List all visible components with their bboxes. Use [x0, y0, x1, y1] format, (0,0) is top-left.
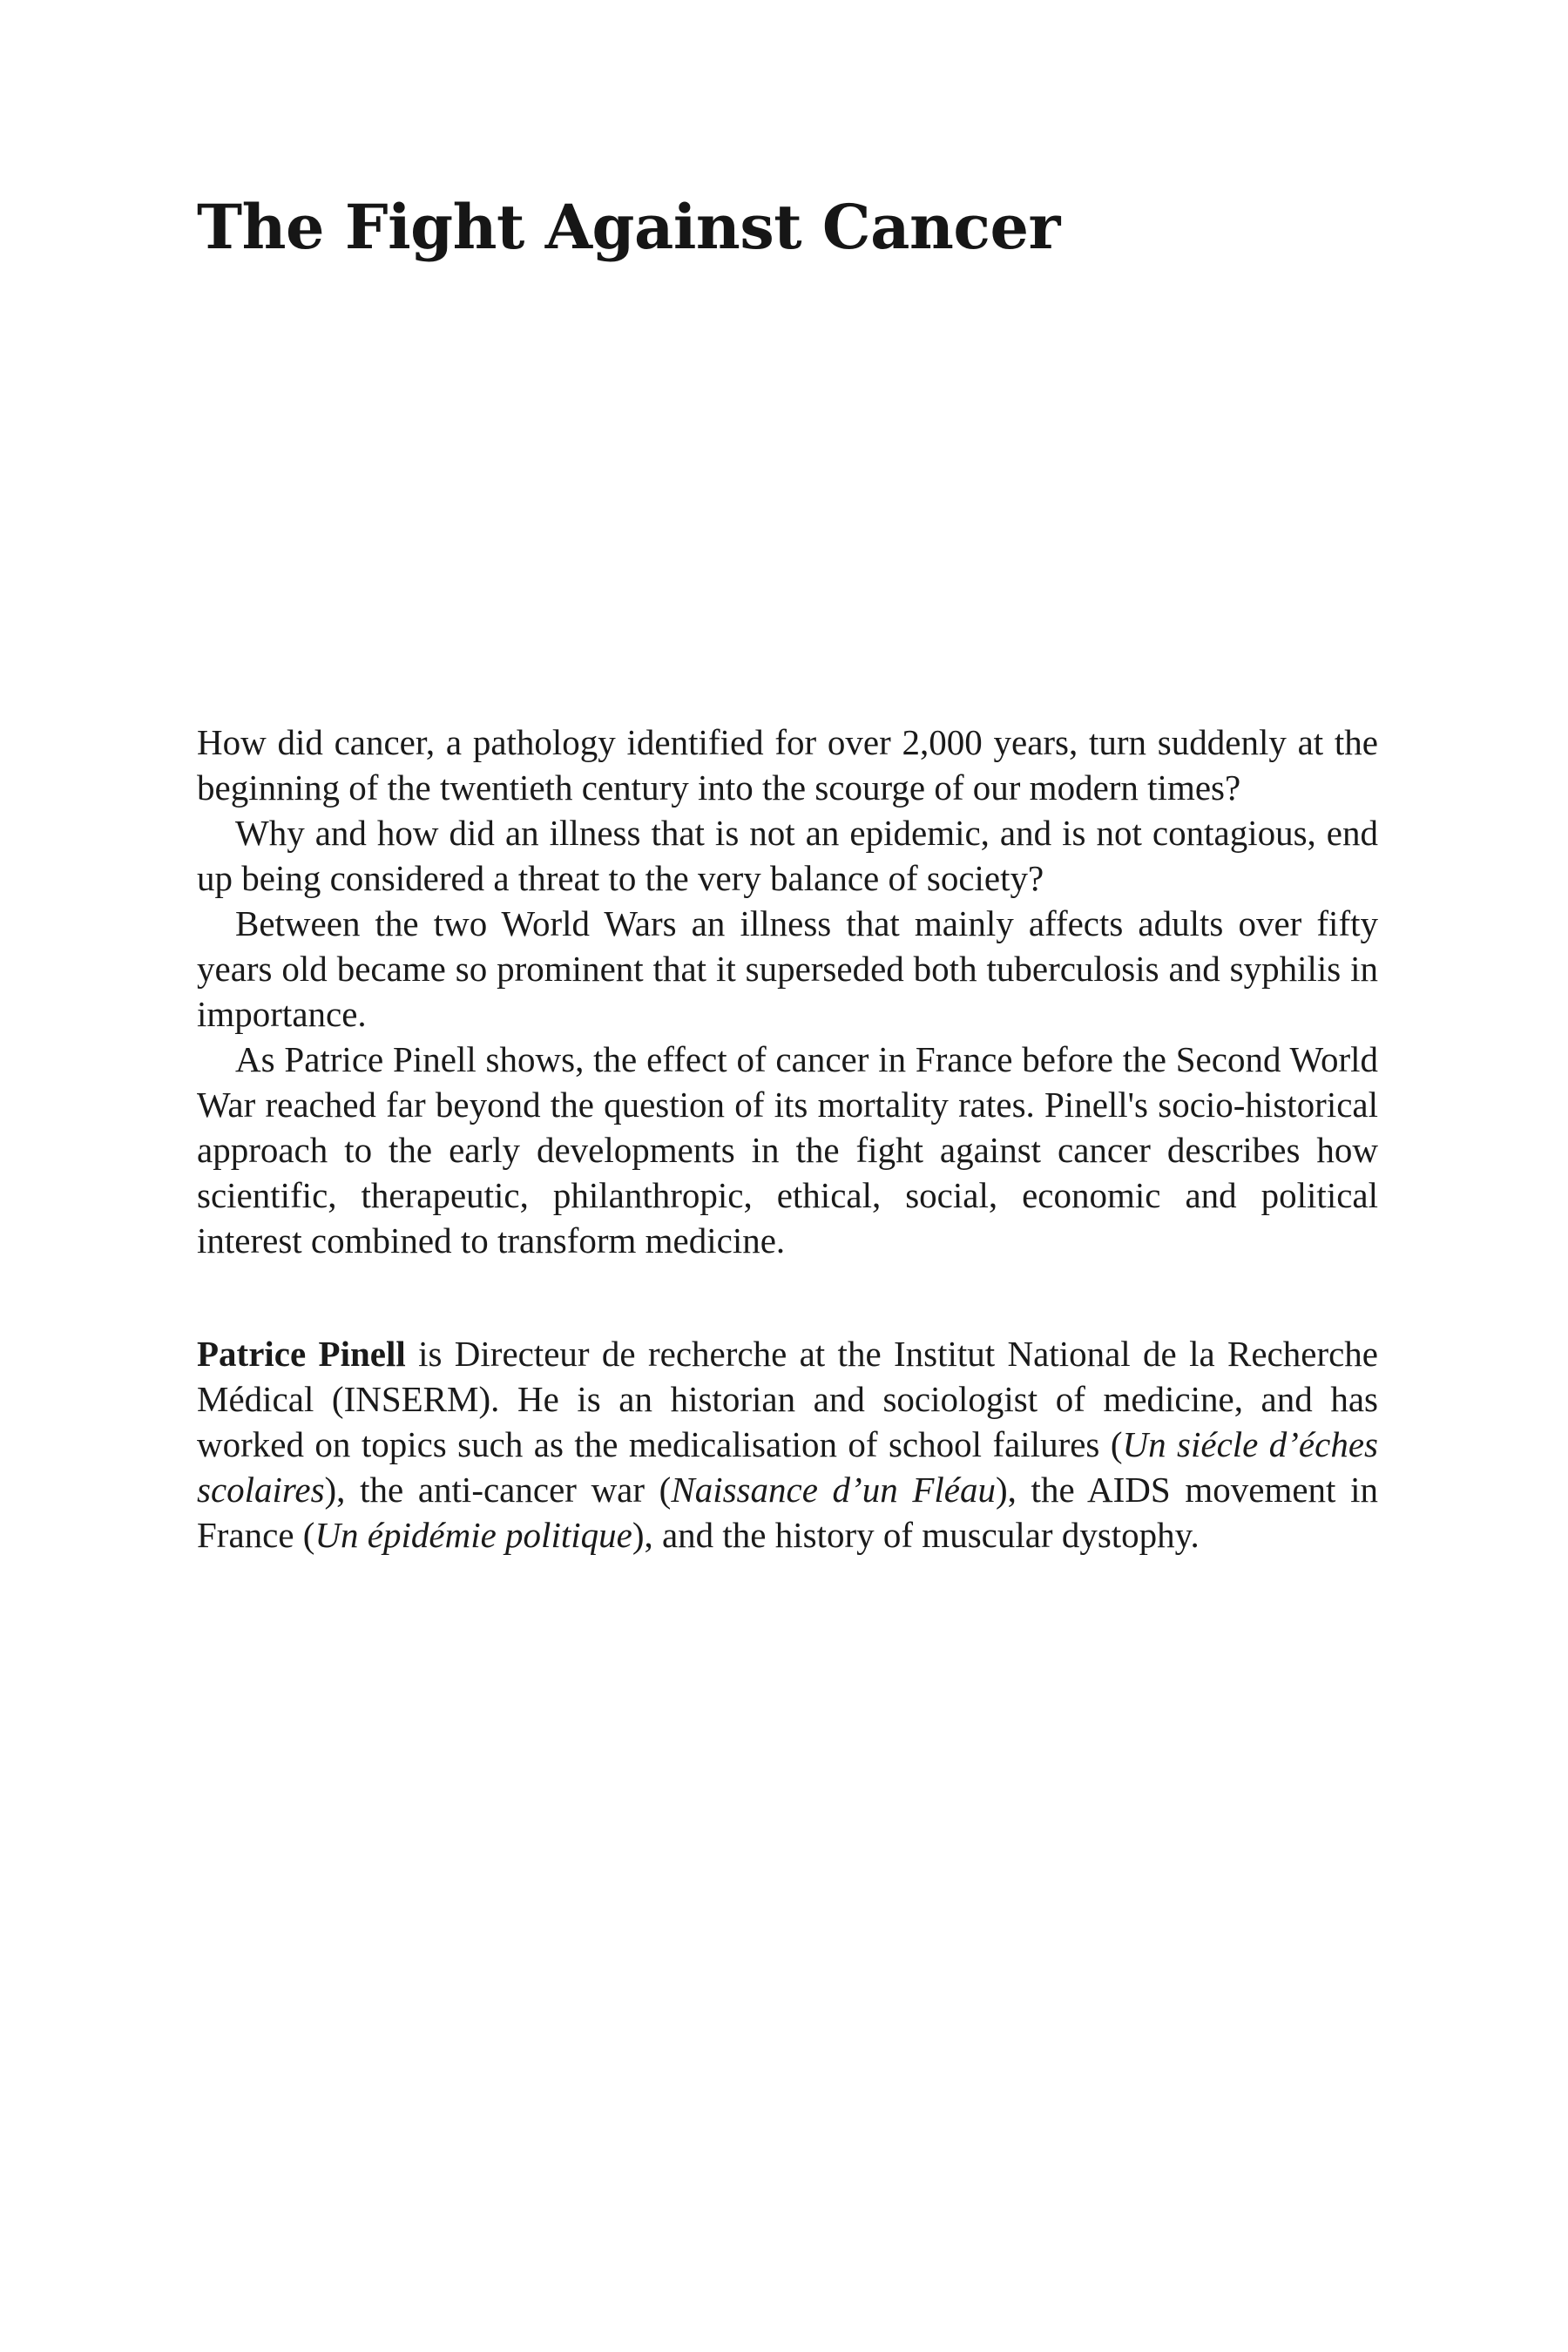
page-title: The Fight Against Cancer	[197, 191, 1060, 263]
bio-work-title-1: Un siécle d’éches scolaires	[197, 1424, 1378, 1510]
paragraph-2: Why and how did an illness that is not an epidemic, and is not contagious, end up being considered a threat to the very balance of society?	[197, 813, 1378, 898]
bio-work-title-3: Un épidémie politique	[314, 1515, 632, 1555]
paragraph-1: How did cancer, a pathology identified for over 2,000 years, turn suddenly at the beginning of the twentieth century into the scourge of our modern times?	[197, 722, 1378, 808]
author-bio	[197, 1331, 1378, 1558]
bio-work-title-2: Naissance d’un Fléau	[671, 1470, 996, 1510]
paragraph-4: As Patrice Pinell shows, the effect of cancer in France before the Second World War reached far beyond the question of its mortality rates. Pinell's socio-historical approach to the early developments in the fight against cancer describes how scientific, therapeutic, philanthropic, ethical, social, economic and political interest combined to transform medicine.	[197, 1039, 1378, 1260]
author-name: Patrice Pinell	[197, 1334, 406, 1374]
description-body	[197, 720, 1378, 1263]
bio-text-1: is Directeur de recherche at the Institut National de la Recherche Médical (INSERM). He is an historian and sociologist of medicine, and has worked on topics such as the medicalisation of school failures (	[197, 1334, 1378, 1464]
paragraph-3: Between the two World Wars an illness that mainly affects adults over fifty years old became so prominent that it superseded both tuberculosis and syphilis in importance.	[197, 903, 1378, 1034]
bio-text-2: ), the anti-cancer war (	[324, 1470, 672, 1510]
bio-text-3: ), the AIDS movement in France (	[197, 1470, 1378, 1555]
bio-text-4: ), and the history of muscular dystophy.	[632, 1515, 1200, 1555]
